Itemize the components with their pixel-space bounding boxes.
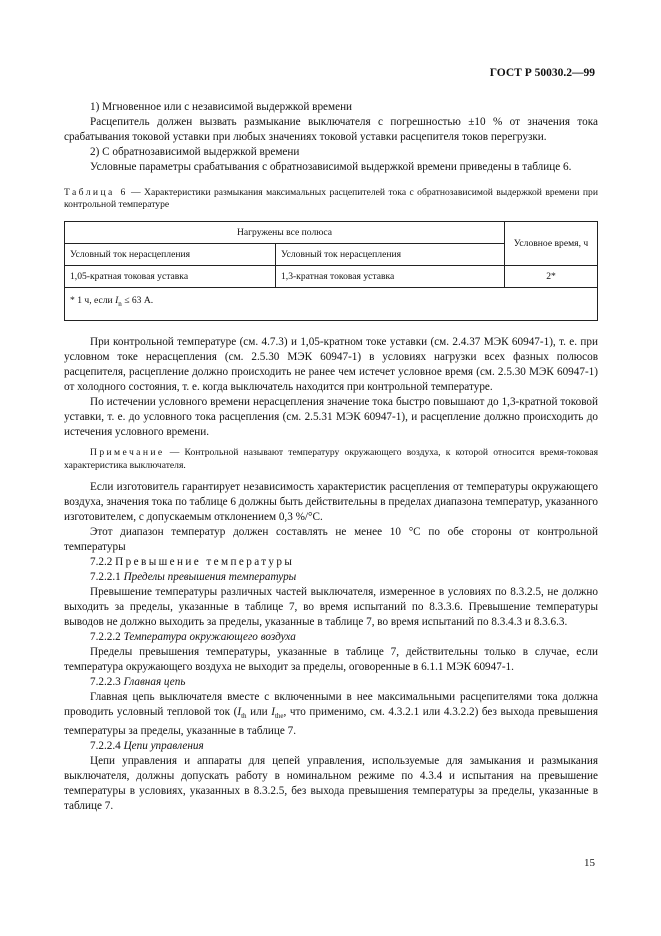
paragraph: Пределы превышения температуры, указанные в таблице 7, действительны только в случае, если температура окружающего воздуха не выходит за пределы, оговоренные в 6.1.1 МЭК 60947-1. bbox=[64, 645, 598, 673]
table-caption-text: — Характеристики размыкания максимальных расцепителей тока с обратнозависимой выдержкой времени при контрольной температуре bbox=[64, 187, 598, 210]
subsection-heading: 7.2.2.4 Цепи управления bbox=[90, 739, 204, 752]
note-text: — Контрольной называют температуру окружающего воздуха, к которой относится время-токовая характеристика выключателя. bbox=[64, 446, 598, 471]
table-cell: 1,3-кратная токовая уставка bbox=[276, 265, 505, 287]
paragraph: По истечении условного времени нерасцепления значение тока быстро повышают до 1,3-кратной токовой уставки, т. е. до условного тока расцепления (см. 2.5.31 МЭК 60947-1), и расцепление должно происходить до истечения условного времени. bbox=[64, 395, 598, 438]
paragraph: Превышение температуры различных частей выключателя, измеренное в условиях по 8.3.2.5, не должно выходить за пределы, указанные в таблице 7, во время испытаний по 8.3.3.6. Превышение температуры выводов не должно выходить за пределы, указанные в таблице 7, во время испытаний по 8.3.4.3 и 8.3.6.3. bbox=[64, 585, 598, 628]
table-caption bbox=[64, 187, 598, 211]
paragraph: Этот диапазон температур должен составлять не менее 10 °С по обе стороны от контрольной температуры bbox=[64, 525, 598, 553]
page-number: 15 bbox=[584, 857, 595, 869]
subsection-heading: 7.2.2.3 Главная цепь bbox=[90, 675, 186, 688]
subsection-heading: 7.2.2.2 Температура окружающего воздуха bbox=[90, 630, 296, 643]
table-footnote: * 1 ч, если $I_n \le 63$ А. bbox=[65, 287, 598, 320]
document-body bbox=[64, 100, 598, 814]
paragraph: 1) Мгновенное или с независимой выдержкой времени bbox=[90, 101, 353, 113]
paragraph: Цепи управления и аппараты для цепей управления, используемые для замыкания и размыкания выключателя, должны допускать работу в номинальном режиме по 4.3.4 и испытания на превышение температуры в условиях, указанных в 8.3.2.5, без выхода превышения температуры за пределы, указанные в таблице 7. bbox=[64, 754, 598, 812]
table-caption-label: Таблица 6 bbox=[64, 187, 128, 198]
paragraph: Условные параметры срабатывания с обратнозависимой выдержкой времени приведены в таблице 6. bbox=[90, 161, 572, 173]
document-header: ГОСТ Р 50030.2—99 bbox=[489, 67, 595, 79]
paragraph: Если изготовитель гарантирует независимость характеристик расцепления от температуры окружающего воздуха, значения тока по таблице 6 должны быть действительны в пределах диапазона температур, указанного изготовителем, с допускаемым отклонением 0,3 %/°С. bbox=[64, 480, 598, 523]
note-label: Примечание bbox=[90, 446, 165, 458]
paragraph: Главная цепь выключателя вместе с включенными в нее максимальными расцепителями тока должна проводить условный тепловой ток ($I_{th}$ или $I_{the}$, что применимо, см. 4.3.2.1 или 4.3.2.2) без выхода превышения температуры за пределы, указанные в таблице 7. bbox=[64, 690, 598, 737]
note bbox=[64, 446, 598, 472]
table-cell: 2* bbox=[505, 265, 598, 287]
subsection-heading: 7.2.2.1 Пределы превышения температуры bbox=[90, 570, 297, 583]
paragraph: Расцепитель должен вызвать размыкание выключателя с погрешностью ±10 % от значения тока срабатывания токовой уставки при любых значениях токовой уставки расцепителя токов перегрузки. bbox=[64, 116, 598, 143]
table-header-time: Условное время, ч bbox=[505, 221, 598, 265]
table-header-col1: Условный ток нерасцепления bbox=[65, 243, 276, 265]
paragraph: При контрольной температуре (см. 4.7.3) и 1,05-кратном токе уставки (см. 2.4.37 МЭК 60947-1), т. е. при условном токе нерасцепления (см. 2.5.30 МЭК 60947-1) в условиях нагрузки всех фазных полюсов расцепителя, расцепление должно происходить не ранее чем истечет условное время (см. 2.5.30 МЭК 60947-1) от холодного состояния, т. е. когда выключатель находится при контрольной температуре. bbox=[64, 335, 598, 393]
table-cell: 1,05-кратная токовая уставка bbox=[65, 265, 276, 287]
paragraph: 2) С обратнозависимой выдержкой времени bbox=[90, 146, 300, 158]
section-heading: 7.2.2 Превышение температуры bbox=[90, 555, 295, 568]
table-6 bbox=[64, 221, 598, 321]
table-header-group: Нагружены все полюса bbox=[65, 221, 505, 243]
table-header-col2: Условный ток нерасцепления bbox=[276, 243, 505, 265]
